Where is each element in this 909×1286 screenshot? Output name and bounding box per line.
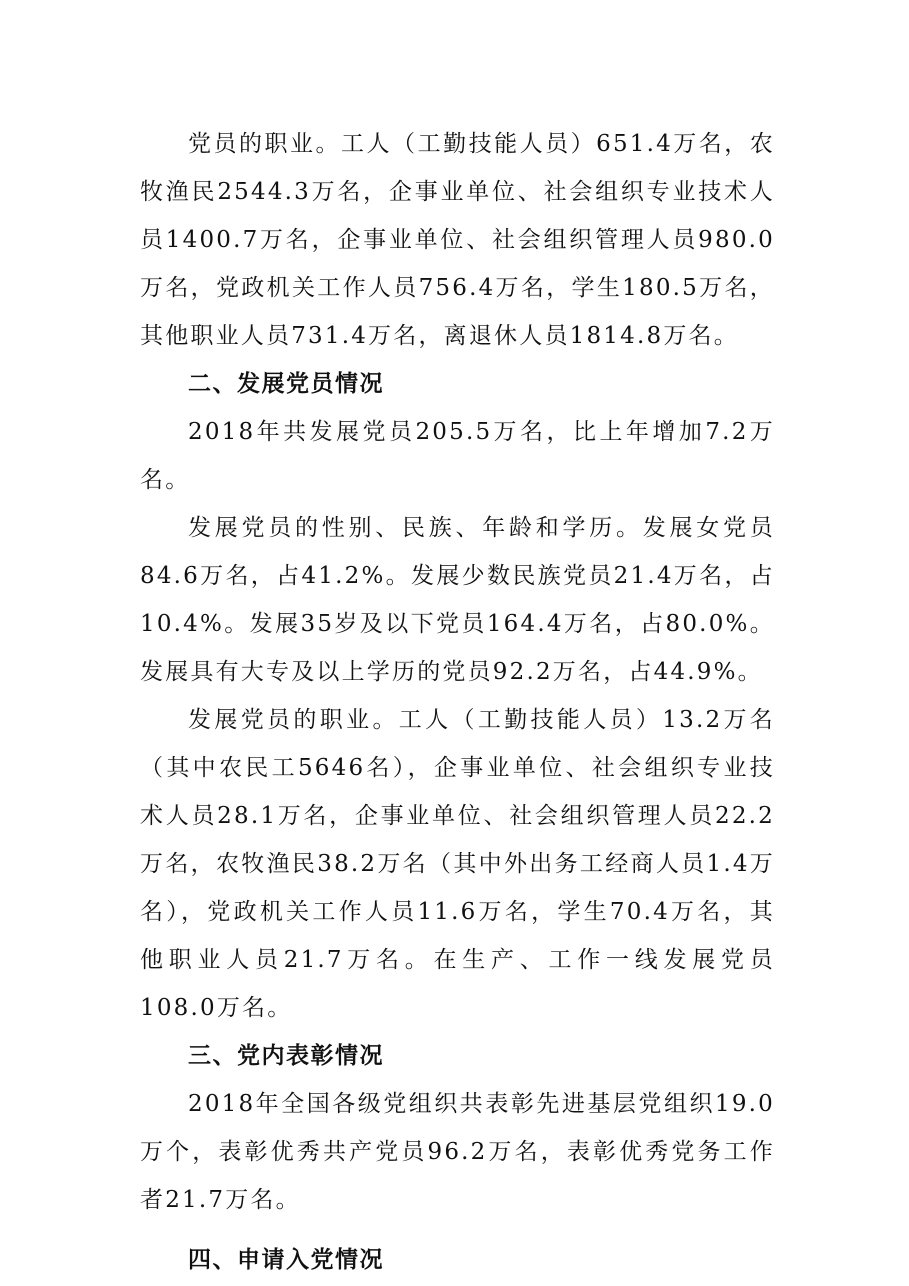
section-heading-member-development: 二、发展党员情况 [188,371,384,397]
paragraph-commendation: 2018年全国各级党组织共表彰先进基层党组织19.0万个，表彰优秀共产党员96.2万名，表彰优秀党务工作者21.7万名。 [140,1091,775,1213]
document-body [140,120,775,1284]
paragraph-development-occupation: 发展党员的职业。工人（工勤技能人员）13.2万名（其中农民工5646名），企事业单位、社会组织专业技术人员28.1万名，企事业单位、社会组织管理人员22.2万名，农牧渔民38.2万名（其中外出务工经商人员1.4万名），党政机关工作人员11.6万名，学生70.4万名，其他职业人员21.7万名。在生产、工作一线发展党员108.0万名。 [140,707,775,1021]
paragraph-member-occupation: 党员的职业。工人（工勤技能人员）651.4万名，农牧渔民2544.3万名，企事业单位、社会组织专业技术人员1400.7万名，企事业单位、社会组织管理人员980.0万名，党政机关工作人员756.4万名，学生180.5万名，其他职业人员731.4万名，离退休人员1814.8万名。 [140,131,775,349]
section-heading-application: 四、申请入党情况 [188,1247,384,1273]
paragraph-development-demographics: 发展党员的性别、民族、年龄和学历。发展女党员84.6万名，占41.2%。发展少数民族党员21.4万名，占10.4%。发展35岁及以下党员164.4万名，占80.0%。发展具有大专及以上学历的党员92.2万名，占44.9%。 [140,515,775,685]
section-heading-commendation: 三、党内表彰情况 [188,1043,384,1069]
paragraph-development-total: 2018年共发展党员205.5万名，比上年增加7.2万名。 [140,419,775,493]
